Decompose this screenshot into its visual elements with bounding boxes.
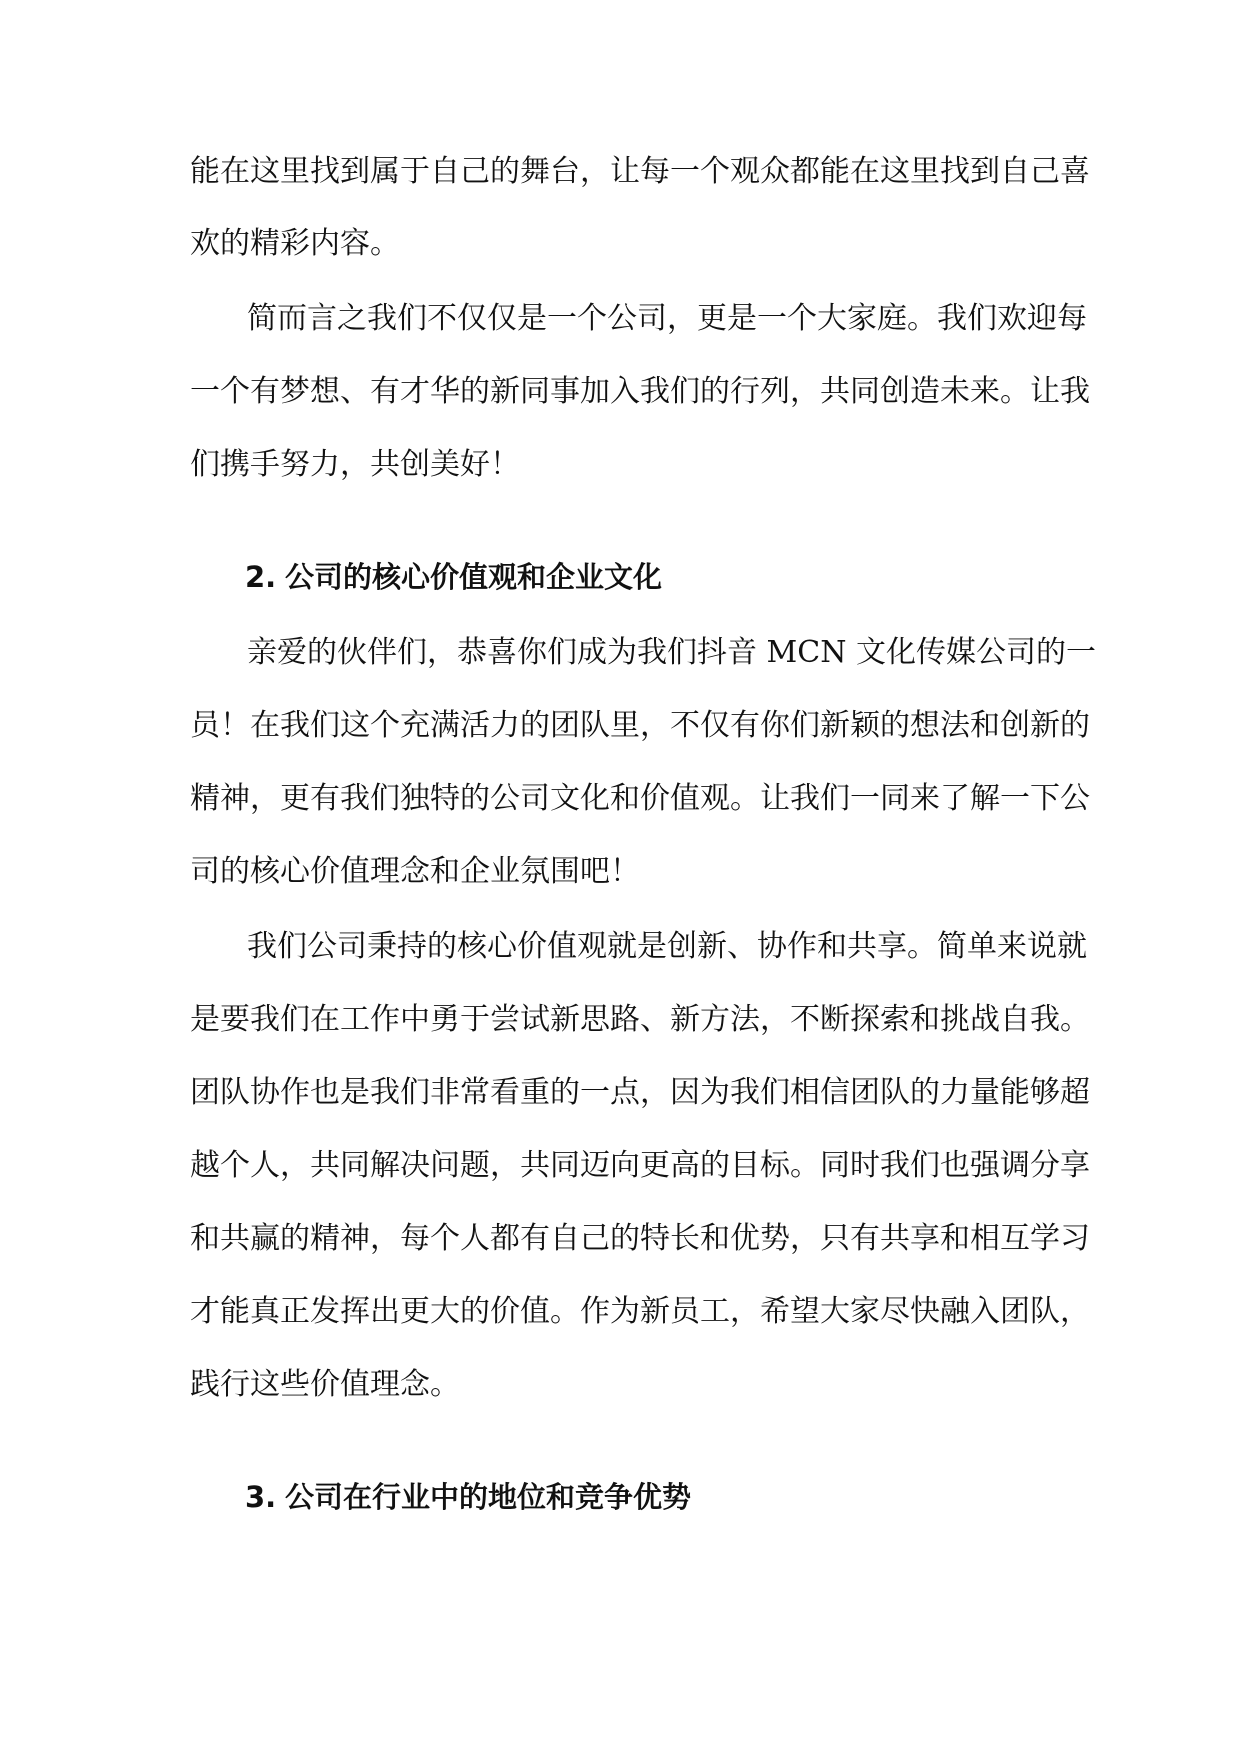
section-heading-2 — [245, 560, 663, 594]
section-title: 公司的核心价值观和企业文化 — [285, 560, 663, 594]
paragraph-line: 亲爱的伙伴们，恭喜你们成为我们抖音 MCN 文化传媒公司的一 — [247, 635, 1096, 670]
paragraph-line: 践行这些价值理念。 — [190, 1367, 460, 1402]
paragraph-line: 我们公司秉持的核心价值观就是创新、协作和共享。简单来说就 — [247, 929, 1087, 964]
paragraph-line: 简而言之我们不仅仅是一个公司，更是一个大家庭。我们欢迎每 — [247, 301, 1087, 336]
paragraph-line: 欢的精彩内容。 — [190, 226, 400, 261]
paragraph-line: 能在这里找到属于自己的舞台，让每一个观众都能在这里找到自己喜 — [190, 154, 1090, 189]
section-number: 2. — [245, 560, 277, 594]
paragraph-line: 员！在我们这个充满活力的团队里，不仅有你们新颖的想法和创新的 — [190, 708, 1090, 743]
paragraph-line: 一个有梦想、有才华的新同事加入我们的行列，共同创造未来。让我 — [190, 374, 1090, 409]
paragraph-line: 是要我们在工作中勇于尝试新思路、新方法，不断探索和挑战自我。 — [190, 1002, 1090, 1037]
section-title: 公司在行业中的地位和竞争优势 — [285, 1480, 692, 1514]
paragraph-line: 才能真正发挥出更大的价值。作为新员工，希望大家尽快融入团队， — [190, 1294, 1090, 1329]
section-heading-3 — [245, 1480, 692, 1514]
paragraph-line: 司的核心价值理念和企业氛围吧！ — [190, 854, 640, 889]
section-number: 3. — [245, 1480, 277, 1514]
paragraph-line: 越个人，共同解决问题，共同迈向更高的目标。同时我们也强调分享 — [190, 1148, 1090, 1183]
paragraph-line: 和共赢的精神，每个人都有自己的特长和优势，只有共享和相互学习 — [190, 1221, 1090, 1256]
paragraph-line: 团队协作也是我们非常看重的一点，因为我们相信团队的力量能够超 — [190, 1075, 1090, 1110]
paragraph-line: 精神，更有我们独特的公司文化和价值观。让我们一同来了解一下公 — [190, 781, 1090, 816]
paragraph-line: 们携手努力，共创美好！ — [190, 447, 520, 482]
